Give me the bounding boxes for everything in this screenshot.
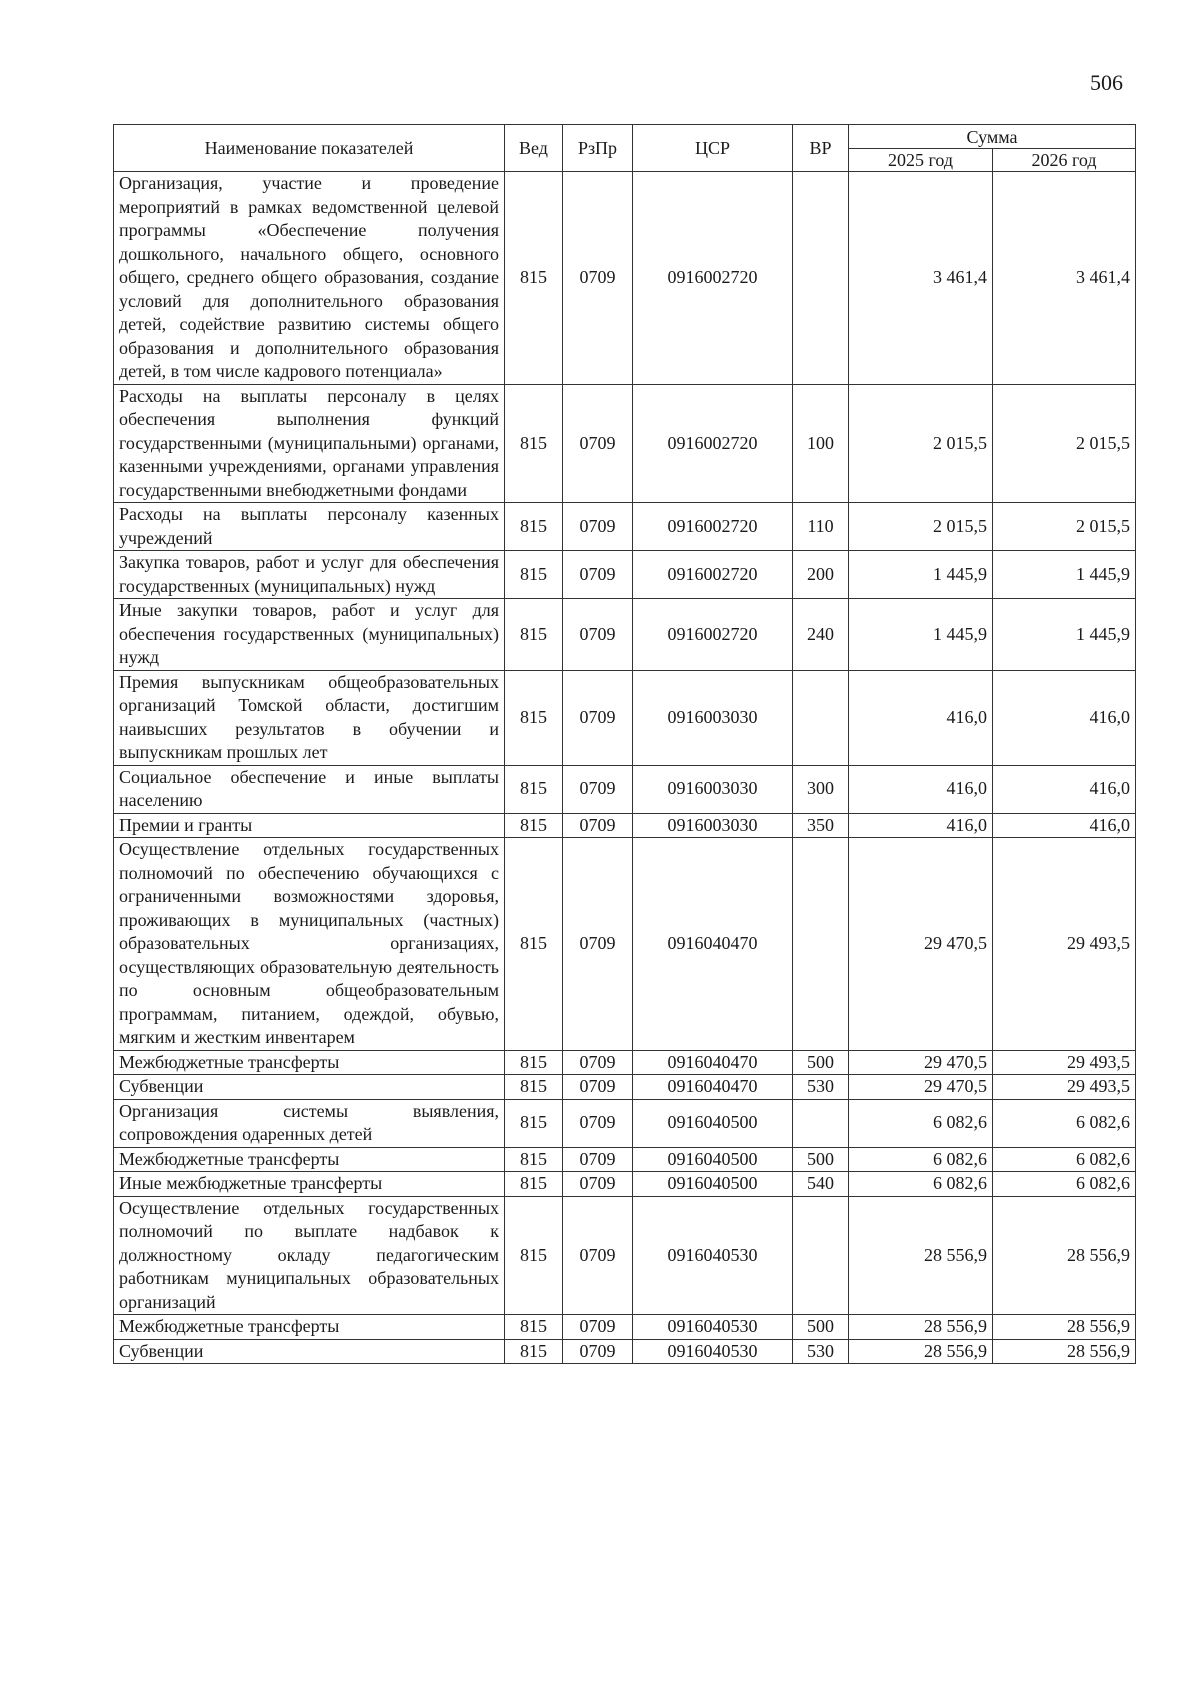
row-ved-cell: 815	[505, 1147, 563, 1172]
header-vr: ВР	[793, 125, 849, 172]
row-vr-cell: 500	[793, 1315, 849, 1340]
table-row	[114, 1147, 1136, 1172]
table-row	[114, 670, 1136, 765]
row-rzpr-cell: 0709	[563, 670, 633, 765]
row-ved-cell: 815	[505, 1339, 563, 1364]
row-sum-2025-cell: 29 470,5	[849, 1050, 993, 1075]
row-name-cell: Межбюджетные трансферты	[114, 1315, 505, 1340]
header-ved: Вед	[505, 125, 563, 172]
row-rzpr-cell: 0709	[563, 1075, 633, 1100]
row-name-cell: Иные межбюджетные трансферты	[114, 1172, 505, 1197]
row-vr-cell: 530	[793, 1075, 849, 1100]
table-body	[114, 172, 1136, 1364]
row-name-cell: Осуществление отдельных государственных полномочий по выплате надбавок к должностному окладу педагогическим работникам муниципальных образовательных организаций	[114, 1196, 505, 1315]
row-csr-cell: 0916003030	[633, 670, 793, 765]
row-csr-cell: 0916040530	[633, 1339, 793, 1364]
row-csr-cell: 0916040500	[633, 1099, 793, 1147]
row-name-cell: Субвенции	[114, 1075, 505, 1100]
row-sum-2026-cell: 2 015,5	[993, 503, 1136, 551]
row-ved-cell: 815	[505, 765, 563, 813]
row-sum-2025-cell: 28 556,9	[849, 1339, 993, 1364]
row-csr-cell: 0916040530	[633, 1196, 793, 1315]
row-rzpr-cell: 0709	[563, 813, 633, 838]
row-vr-cell: 350	[793, 813, 849, 838]
row-rzpr-cell: 0709	[563, 765, 633, 813]
row-sum-2025-cell: 1 445,9	[849, 551, 993, 599]
row-ved-cell: 815	[505, 503, 563, 551]
table-row	[114, 765, 1136, 813]
row-rzpr-cell: 0709	[563, 1172, 633, 1197]
row-ved-cell: 815	[505, 1172, 563, 1197]
row-csr-cell: 0916040470	[633, 1075, 793, 1100]
table-row	[114, 838, 1136, 1051]
row-name-cell: Расходы на выплаты персоналу казенных учреждений	[114, 503, 505, 551]
table-row	[114, 599, 1136, 671]
row-vr-cell: 540	[793, 1172, 849, 1197]
table-row	[114, 1315, 1136, 1340]
row-csr-cell: 0916040470	[633, 838, 793, 1051]
row-sum-2026-cell: 416,0	[993, 813, 1136, 838]
page-number: 506	[1090, 70, 1123, 95]
row-ved-cell: 815	[505, 670, 563, 765]
row-vr-cell: 240	[793, 599, 849, 671]
row-sum-2025-cell: 3 461,4	[849, 172, 993, 385]
row-csr-cell: 0916003030	[633, 765, 793, 813]
table-row	[114, 1050, 1136, 1075]
header-year-2025: 2025 год	[849, 149, 993, 172]
row-vr-cell	[793, 172, 849, 385]
row-csr-cell: 0916002720	[633, 551, 793, 599]
row-rzpr-cell: 0709	[563, 1315, 633, 1340]
row-sum-2025-cell: 6 082,6	[849, 1172, 993, 1197]
header-year-2026: 2026 год	[993, 149, 1136, 172]
row-sum-2026-cell: 29 493,5	[993, 838, 1136, 1051]
budget-table	[113, 124, 1136, 1364]
table-row	[114, 1339, 1136, 1364]
row-name-cell: Премия выпускникам общеобразовательных организаций Томской области, достигшим наивысших результатов в обучении и выпускникам прошлых лет	[114, 670, 505, 765]
table-row	[114, 172, 1136, 385]
row-name-cell: Премии и гранты	[114, 813, 505, 838]
row-sum-2026-cell: 29 493,5	[993, 1050, 1136, 1075]
row-sum-2025-cell: 6 082,6	[849, 1147, 993, 1172]
row-sum-2025-cell: 28 556,9	[849, 1196, 993, 1315]
row-sum-2026-cell: 6 082,6	[993, 1172, 1136, 1197]
table-row	[114, 384, 1136, 503]
row-csr-cell: 0916040470	[633, 1050, 793, 1075]
row-rzpr-cell: 0709	[563, 1196, 633, 1315]
row-sum-2026-cell: 416,0	[993, 670, 1136, 765]
row-sum-2026-cell: 6 082,6	[993, 1099, 1136, 1147]
row-rzpr-cell: 0709	[563, 551, 633, 599]
row-name-cell: Межбюджетные трансферты	[114, 1147, 505, 1172]
table-row	[114, 1099, 1136, 1147]
row-sum-2026-cell: 1 445,9	[993, 551, 1136, 599]
table-row	[114, 813, 1136, 838]
row-sum-2026-cell: 28 556,9	[993, 1339, 1136, 1364]
row-name-cell: Расходы на выплаты персоналу в целях обеспечения выполнения функций государственными (муниципальными) органами, казенными учреждениями, органами управления государственными внебюджетными фондами	[114, 384, 505, 503]
row-sum-2025-cell: 6 082,6	[849, 1099, 993, 1147]
row-sum-2025-cell: 416,0	[849, 670, 993, 765]
header-rzpr: РзПр	[563, 125, 633, 172]
row-vr-cell	[793, 1196, 849, 1315]
row-rzpr-cell: 0709	[563, 1050, 633, 1075]
row-vr-cell	[793, 1099, 849, 1147]
row-sum-2025-cell: 2 015,5	[849, 503, 993, 551]
row-name-cell: Организация системы выявления, сопровождения одаренных детей	[114, 1099, 505, 1147]
table-row	[114, 1172, 1136, 1197]
row-vr-cell: 500	[793, 1050, 849, 1075]
row-vr-cell	[793, 670, 849, 765]
row-sum-2026-cell: 3 461,4	[993, 172, 1136, 385]
row-sum-2025-cell: 2 015,5	[849, 384, 993, 503]
row-vr-cell: 500	[793, 1147, 849, 1172]
row-ved-cell: 815	[505, 1099, 563, 1147]
row-csr-cell: 0916040530	[633, 1315, 793, 1340]
row-ved-cell: 815	[505, 813, 563, 838]
row-sum-2025-cell: 416,0	[849, 813, 993, 838]
row-vr-cell: 530	[793, 1339, 849, 1364]
table-row	[114, 1075, 1136, 1100]
row-ved-cell: 815	[505, 384, 563, 503]
table-row	[114, 1196, 1136, 1315]
row-name-cell: Субвенции	[114, 1339, 505, 1364]
row-rzpr-cell: 0709	[563, 384, 633, 503]
row-sum-2026-cell: 28 556,9	[993, 1315, 1136, 1340]
row-csr-cell: 0916002720	[633, 172, 793, 385]
row-csr-cell: 0916002720	[633, 503, 793, 551]
table-header	[114, 125, 1136, 172]
row-rzpr-cell: 0709	[563, 172, 633, 385]
row-vr-cell: 200	[793, 551, 849, 599]
row-sum-2026-cell: 6 082,6	[993, 1147, 1136, 1172]
row-sum-2026-cell: 29 493,5	[993, 1075, 1136, 1100]
row-ved-cell: 815	[505, 172, 563, 385]
row-ved-cell: 815	[505, 838, 563, 1051]
row-name-cell: Организация, участие и проведение мероприятий в рамках ведомственной целевой программы «Обеспечение получения дошкольного, начального общего, основного общего, среднего общего образования, создание условий для дополнительного образования детей, содействие развитию системы общего образования и дополнительного образования детей, в том числе кадрового потенциала»	[114, 172, 505, 385]
table-row	[114, 551, 1136, 599]
table-row	[114, 503, 1136, 551]
row-sum-2026-cell: 416,0	[993, 765, 1136, 813]
row-csr-cell: 0916040500	[633, 1172, 793, 1197]
row-rzpr-cell: 0709	[563, 838, 633, 1051]
row-rzpr-cell: 0709	[563, 599, 633, 671]
row-sum-2026-cell: 1 445,9	[993, 599, 1136, 671]
row-sum-2025-cell: 1 445,9	[849, 599, 993, 671]
row-rzpr-cell: 0709	[563, 1147, 633, 1172]
row-ved-cell: 815	[505, 1075, 563, 1100]
row-sum-2026-cell: 2 015,5	[993, 384, 1136, 503]
row-name-cell: Закупка товаров, работ и услуг для обеспечения государственных (муниципальных) нужд	[114, 551, 505, 599]
row-ved-cell: 815	[505, 1315, 563, 1340]
header-sum: Сумма	[849, 125, 1136, 149]
row-name-cell: Иные закупки товаров, работ и услуг для обеспечения государственных (муниципальных) нужд	[114, 599, 505, 671]
row-ved-cell: 815	[505, 599, 563, 671]
header-csr: ЦСР	[633, 125, 793, 172]
row-name-cell: Социальное обеспечение и иные выплаты населению	[114, 765, 505, 813]
row-vr-cell: 110	[793, 503, 849, 551]
row-vr-cell: 300	[793, 765, 849, 813]
row-ved-cell: 815	[505, 1050, 563, 1075]
row-sum-2025-cell: 29 470,5	[849, 838, 993, 1051]
row-ved-cell: 815	[505, 1196, 563, 1315]
row-name-cell: Осуществление отдельных государственных полномочий по обеспечению обучающихся с ограниченными возможностями здоровья, проживающих в муниципальных (частных) образовательных организациях, осуществляющих образовательную деятельность по основным общеобразовательным программам, питанием, одеждой, обувью, мягким и жестким инвентарем	[114, 838, 505, 1051]
row-rzpr-cell: 0709	[563, 1339, 633, 1364]
row-sum-2025-cell: 28 556,9	[849, 1315, 993, 1340]
row-name-cell: Межбюджетные трансферты	[114, 1050, 505, 1075]
row-rzpr-cell: 0709	[563, 503, 633, 551]
row-csr-cell: 0916040500	[633, 1147, 793, 1172]
row-vr-cell: 100	[793, 384, 849, 503]
row-rzpr-cell: 0709	[563, 1099, 633, 1147]
row-vr-cell	[793, 838, 849, 1051]
row-csr-cell: 0916003030	[633, 813, 793, 838]
row-csr-cell: 0916002720	[633, 384, 793, 503]
row-sum-2026-cell: 28 556,9	[993, 1196, 1136, 1315]
header-name: Наименование показателей	[114, 125, 505, 172]
row-ved-cell: 815	[505, 551, 563, 599]
row-sum-2025-cell: 416,0	[849, 765, 993, 813]
row-sum-2025-cell: 29 470,5	[849, 1075, 993, 1100]
row-csr-cell: 0916002720	[633, 599, 793, 671]
